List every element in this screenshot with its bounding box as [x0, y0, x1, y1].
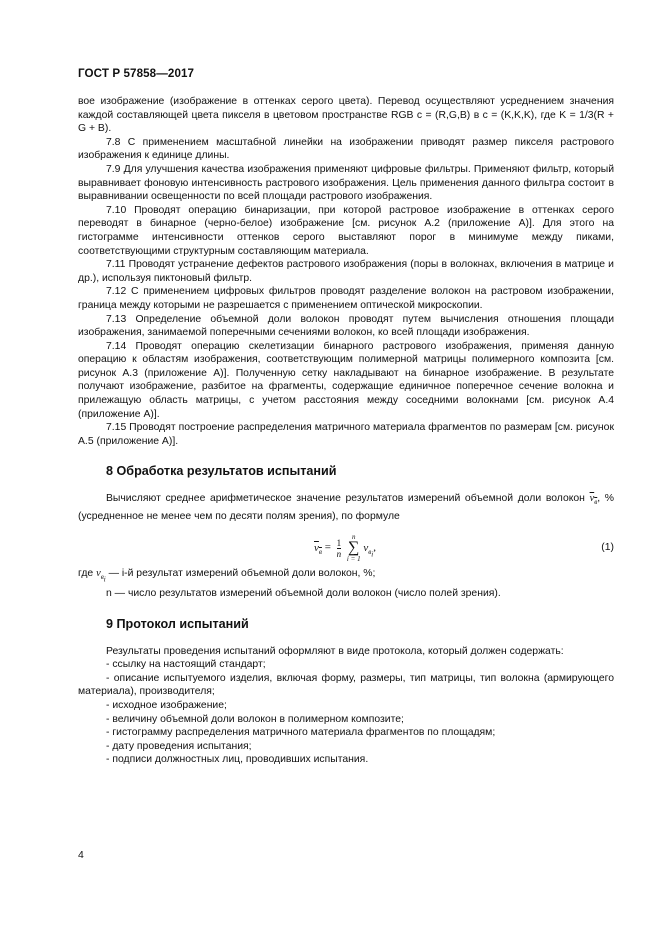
- paragraph-7-12: 7.12 С применением цифровых фильтров проводят разделение волокон на растровом изображении, граница между которыми не разрешается с применением оптической микроскопии.: [78, 286, 614, 311]
- paragraph-7-9: 7.9 Для улучшения качества изображения применяют цифровые фильтры. Применяют фильтр, который выравнивает фоновую интенсивность растрового изображения. Цель применения данного фильтра состоит в выравнивании освещенности по всей площади растрового изображения.: [78, 163, 614, 203]
- section-8-intro: [78, 492, 614, 523]
- paragraph-7-13: 7.13 Определение объемной доли волокон проводят путем вычисления отношения площади изображения, занимаемой поперечными сечениями волокон, ко всей площади изображения.: [78, 313, 614, 339]
- paragraph-7-11: 7.11 Проводят устранение дефектов растрового изображения (поры в волокнах, включения в матрице и др.), используя пиктоновый фильтр.: [78, 259, 614, 284]
- section-8-intro-b: , % (усредненное не менее чем по десяти полям зрения), по формуле: [78, 493, 615, 522]
- list-item: - дату проведения испытания;: [106, 740, 252, 752]
- formula-1: [78, 529, 614, 565]
- page-number: 4: [78, 850, 84, 861]
- paragraph-7-10: 7.10 Проводят операцию бинаризации, при которой растровое изображение в оттенках серого переводят в бинарное (черно-белое) изображение [см. рисунок А.2 (приложение А)]. Для этого на гистограмме интенсивности оттенков серого выставляют порог в минимуме между пиками, соответствующими структурным составляющим материала.: [78, 204, 614, 257]
- section-9-title: 9 Протокол испытаний: [106, 616, 249, 631]
- section-9-list: [78, 658, 614, 767]
- list-item: - величину объемной доли волокон в полимерном композите;: [106, 713, 404, 725]
- list-item: - исходное изображение;: [106, 699, 227, 711]
- formula-body: $v_в$ = $\frac{1}{n}$ n ∑ i = 1 $v_{в_i}$,: [314, 533, 376, 564]
- list-item: - ссылку на настоящий стандарт;: [106, 659, 266, 671]
- paragraph-7-14: 7.14 Проводят операцию скелетизации бинарного растрового изображения, применяя данную операцию к областям изображения, соответствующим полимерной матрицы полимерного композита [см. рисунок А.3 (приложение А)]. Полученную сетку накладывают на бинарное изображение. В результате получают изображение, разбитое на фрагменты, содержащие единичное поперечное сечение волокна и прилежащую область матрицы, с учетом расстояния между соседними волокнами [см. рисунок А.4 (приложение А)].: [78, 340, 614, 420]
- symbol-v-mean: $v_в$: [589, 493, 598, 507]
- formula-fraction: $\frac{1}{n}$: [336, 537, 342, 559]
- list-item: - описание испытуемого изделия, включая форму, размеры, тип матрицы, тип волокна (армирующего материала), производителя;: [78, 672, 614, 698]
- section-8-title: 8 Обработка результатов испытаний: [106, 464, 337, 479]
- section-8-intro-a: Вычисляют среднее арифметическое значение результатов измерений объемной доли волокон: [106, 493, 585, 505]
- list-item: - подписи должностных лиц, проводивших испытания.: [106, 754, 369, 766]
- formula-number: (1): [601, 542, 614, 554]
- section-9-intro: Результаты проведения испытаний оформляют в виде протокола, который должен содержать:: [106, 645, 564, 657]
- formula-term: $v_{в_i}$: [363, 541, 374, 559]
- paragraph-7-8: 7.8 С применением масштабной линейки на изображении приводят размер пикселя растрового изображения к единице длины.: [78, 136, 614, 162]
- formula-lhs: $v_в$: [314, 541, 322, 557]
- paragraph-7-15: 7.15 Проводят построение распределения матричного материала фрагментов по размерам [см. рисунок А.5 (приложение А)].: [78, 422, 614, 447]
- formula-where-2: n — число результатов измерений объемной доли волокон (число полей зрения).: [106, 588, 501, 600]
- formula-sum: n ∑ i = 1: [346, 533, 361, 564]
- formula-where-1: где $v_{в_i}$ — i-й результат измерений объемной доли волокон, %;: [78, 568, 376, 584]
- list-item: - гистограмму распределения матричного материала фрагментов по площадям;: [106, 727, 496, 739]
- paragraph-7-7-continued: вое изображение (изображение в оттенках серого цвета). Перевод осуществляют усреднением значения каждой составляющей цвета пикселя в цветовом пространстве RGB c = (R,G,B) в c = (K,K,K), где K = 1/3(R + G + B).: [78, 96, 614, 135]
- document-header: ГОСТ Р 57858—2017: [78, 67, 195, 80]
- formula-equals: =: [324, 541, 331, 554]
- document-body: [78, 95, 614, 767]
